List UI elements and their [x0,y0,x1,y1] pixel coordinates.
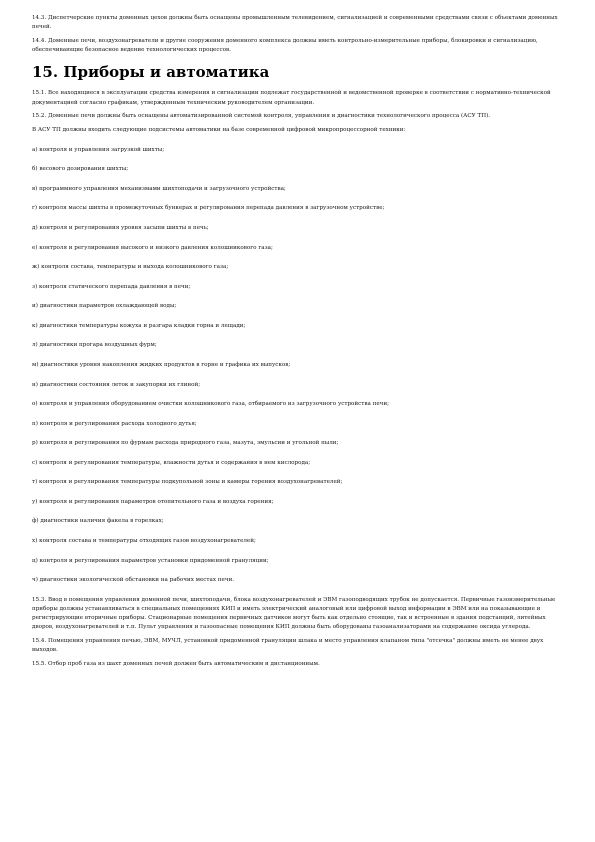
list-item: ж) контроля состава, температуры и выхода колошникового газа; [32,264,229,271]
paragraph-15-4: 15.4. Помещения управления печью, ЭВМ, МУЧЛ, установкой придоменной грануляции шлака и место управления клапаном типа "отсечка" должны иметь не менее двух выходов. [32,638,544,654]
list-item: р) контроля и регулирования по фурмам расхода природного газа, мазута, эмульсии и угольной пыли; [32,440,339,447]
paragraph-15-3: 15.3. Ввод в помещения управления доменной печи, шихтоподачи, блока воздухонагревателей и ЭВМ газоподводящих трубок не допускается. Первичные газоизмерительные приборы должны устанавливаться в специальных помещениях КИП и иметь электрический аналоговый или цифровой выход информации в ЭВМ или на показывающие и регистрирующие вторичные приборы. Стационарные помещения первичных датчиков могут быть как отдельно стоящие, так и встроенные в здания подстанций, литейных дворов, воздухонагревателей и т.п. Пульт управления и газоопасные помещения КИП должны быть оборудованы газоанализаторами на содержание оксида углерода. [32,596,556,631]
list-item: п) контроля и регулирования расхода холодного дутья; [32,420,197,427]
intro-section [32,14,562,55]
list-item: к) диагностики температуры кожуха и разгара кладки горна и лещади; [32,322,246,329]
list-item: с) контроля и регулирования температуры, влажности дутья и содержания в нем кислорода; [32,459,311,466]
list-item: з) контроля статического перепада давления в печи; [32,283,191,290]
list-item: т) контроля и регулирования температуры подкупольной зоны и камеры горения воздухонагревателей; [32,479,343,486]
paragraph-15-2: 15.2. Доменные печи должны быть оснащены автоматизированной системой контроля, управления и диагностики технологического процесса (АСУ ТП). [32,113,491,120]
list-item: и) диагностики параметров охлаждающей воды; [32,303,177,310]
list-item: а) контроля и управления загрузкой шихты; [32,146,165,153]
list-item: х) контроля состава и температуры отходящих газов воздухонагревателей; [32,538,256,545]
list-item: б) весового дозирования шихты; [32,166,129,173]
pre-list-section [32,89,562,135]
post-list-section [32,596,562,670]
list-item: л) диагностики прогара воздушных фурм; [32,342,157,349]
list-item: ф) диагностики наличия факела в горелках; [32,518,164,525]
document-page [32,14,562,674]
list-item: ч) диагностики экологической обстановки на рабочих местах печи. [32,577,235,584]
paragraph-asu-tp-intro: В АСУ ТП должны входить следующие подсистемы автоматики на базе современной цифровой микропроцессорной техники: [32,127,406,134]
list-item: н) диагностики состояния леток и закупорки их глиной; [32,381,201,388]
list-item: г) контроля массы шихты в промежуточных бункерах и регулирования перепада давления в загрузочном устройстве; [32,205,385,212]
list-item: у) контроля и регулирования параметров отопительного газа и воздуха горения; [32,498,274,505]
list-item: д) контроля и регулирования уровня засыпи шихты в печь; [32,225,209,232]
paragraph-14-3: 14.3. Диспетчерские пункты доменных цехов должны быть оснащены промышленным телевидением, сигнализацией и современными средствами связи с объектами доменных печей. [32,15,558,31]
paragraph-15-5: 15.5. Отбор проб газа из шахт доменных печей должен быть автоматическим и дистанционным. [32,661,320,668]
list-item: ц) контроля и регулирования параметров установки придоменной грануляции; [32,557,269,564]
paragraph-14-4: 14.4. Доменные печи, воздухонагреватели и другие сооружения доменного комплекса должны иметь контрольно-измерительные приборы, блокировки и сигнализацию, обеспечивающие безопасное ведение технологических процессов. [32,38,538,54]
list-item: о) контроля и управления оборудованием очистки колошникового газа, отбираемого из загрузочного устройства печи; [32,401,389,408]
paragraph-15-1: 15.1. Все находящиеся в эксплуатации средства измерения и сигнализации подлежат государственной и ведомственной проверке в соответствии с нормативно-технической документацией согласно графикам, утвержденным техническим руководителем организации. [32,90,551,106]
list-item: м) диагностики уровня накопления жидких продуктов в горне и графика их выпусков; [32,361,291,368]
list-item: в) программного управления механизмами шихтоподачи и загрузочного устройства; [32,185,286,192]
subsystem-list [32,146,562,586]
section-heading: 15. Приборы и автоматика [32,63,270,82]
list-item: е) контроля и регулирования высокого и низкого давления колошникового газа; [32,244,273,251]
